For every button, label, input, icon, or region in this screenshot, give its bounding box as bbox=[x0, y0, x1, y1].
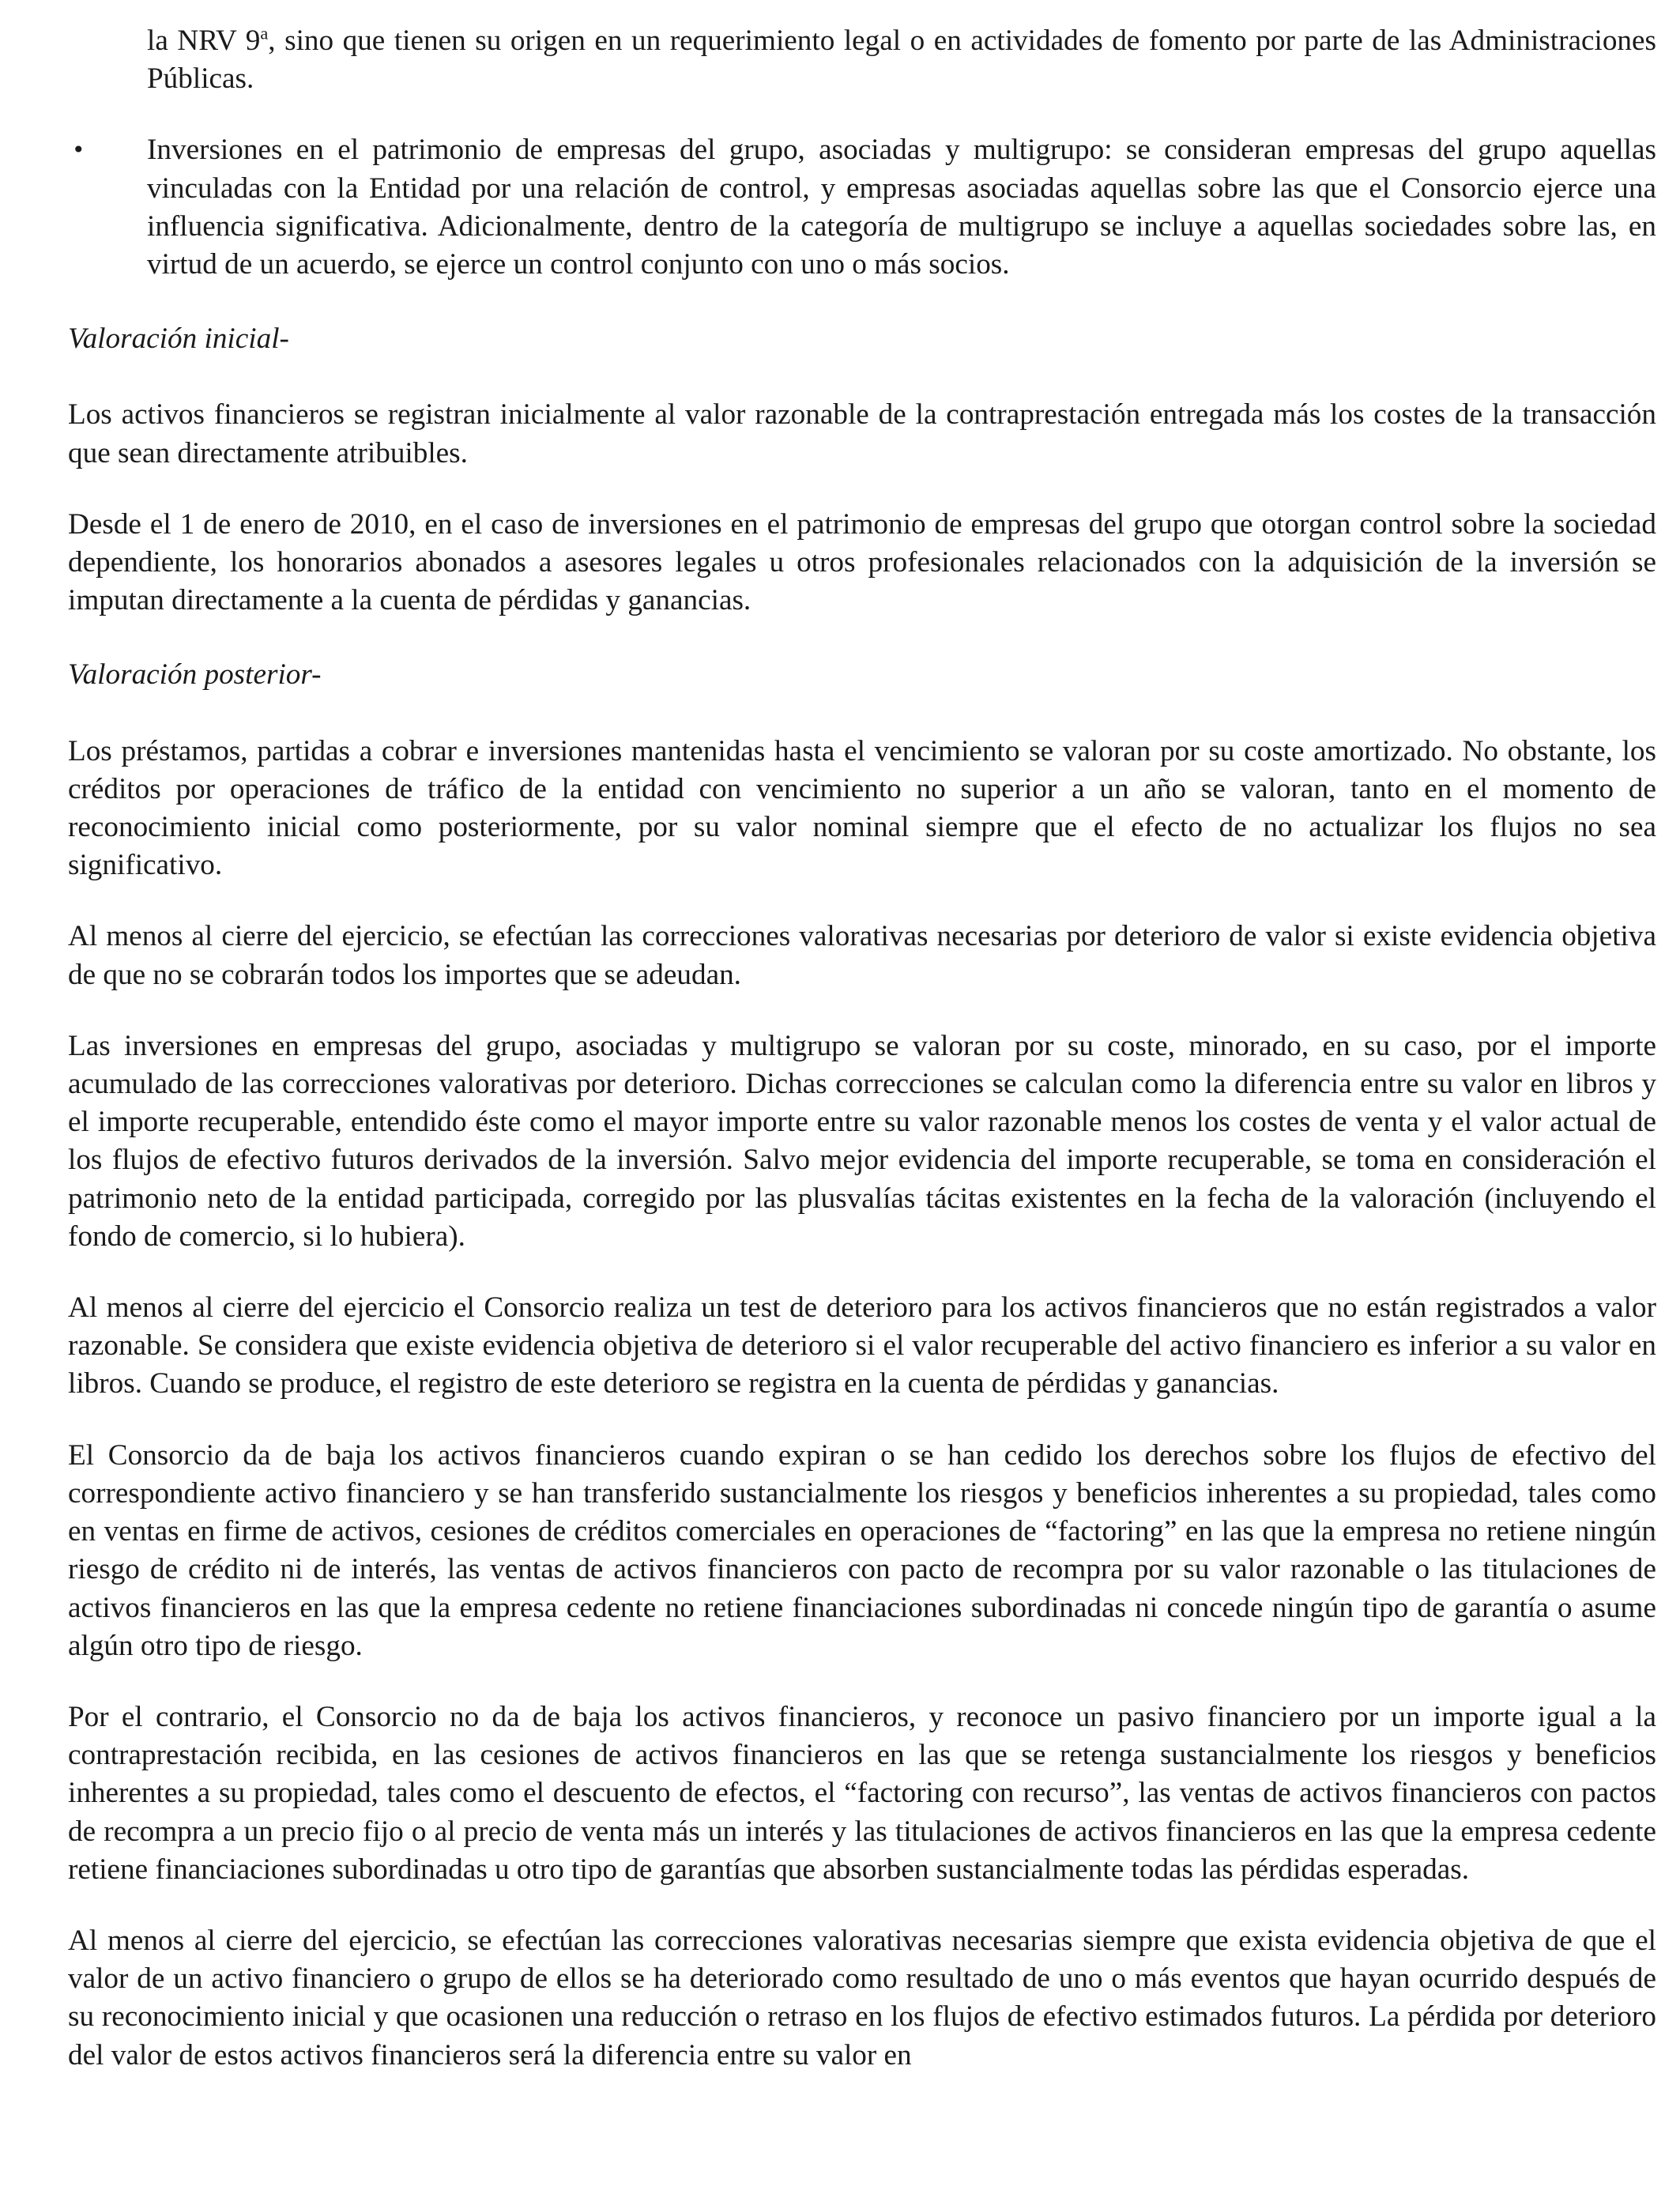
paragraph: Desde el 1 de enero de 2010, en el caso de inversiones en el patrimonio de empresas del grupo que otorgan control sobre la sociedad dependiente, los honorarios abonados a asesores legales u otros profesionales relacionados con la adquisición de la inversión se imputan directamente a la cuenta de pérdidas y ganancias. bbox=[68, 507, 1656, 617]
paragraph: Al menos al cierre del ejercicio, se efectúan las correcciones valorativas necesarias por deterioro de valor si existe evidencia objetiva de que no se cobrarán todos los importes que se adeudan. bbox=[68, 920, 1656, 991]
bullet-text: Inversiones en el patrimonio de empresas del grupo, asociadas y multigrupo: se consideran empresas del grupo aquellas vinculadas con la Entidad por una relación de control, y empresas asociadas aquellas sobre las que el Consorcio ejerce una influencia significativa. Adicionalmente, dentro de la categoría de multigrupo se incluye a aquellas sociedades sobre las, en virtud de un acuerdo, se ejerce un control conjunto con uno o más socios. bbox=[147, 134, 1656, 281]
continuation-paragraph bbox=[147, 22, 1656, 98]
paragraph: Los préstamos, partidas a cobrar e inversiones mantenidas hasta el vencimiento se valoran por su coste amortizado. No obstante, los créditos por operaciones de tráfico de la entidad con vencimiento no superior a un año se valoran, tanto en el momento de reconocimiento inicial como posteriormente, por su valor nominal siempre que el efecto de no actualizar los flujos no sea significativo. bbox=[68, 734, 1656, 882]
paragraph: Los activos financieros se registran inicialmente al valor razonable de la contraprestación entregada más los costes de la transacción que sean directamente atribuibles. bbox=[68, 398, 1656, 469]
ordinal-superscript: a bbox=[260, 23, 269, 43]
paragraph: Al menos al cierre del ejercicio el Consorcio realiza un test de deterioro para los activos financieros que no están registrados a valor razonable. Se considera que existe evidencia objetiva de deterioro si el valor recuperable del activo financiero es inferior a su valor en libros. Cuando se produce, el registro de este deterioro se registra en la cuenta de pérdidas y ganancias. bbox=[68, 1291, 1656, 1400]
heading-valoracion-posterior: Valoración posterior- bbox=[68, 658, 322, 692]
paragraph: El Consorcio da de baja los activos financieros cuando expiran o se han cedido los derechos sobre los flujos de efectivo del correspondiente activo financiero y se han transferido sustancialmente los riesgos y beneficios inherentes a su propiedad, tales como en ventas en firme de activos, cesiones de créditos comerciales en operaciones de “factoring” en las que la empresa no retiene ningún riesgo de crédito ni de interés, las ventas de activos financieros con pacto de recompra por su valor razonable o las titulaciones de activos financieros en las que la empresa cedente no retiene financiaciones subordinadas ni concede ningún tipo de garantía o asume algún otro tipo de riesgo. bbox=[68, 1438, 1656, 1662]
continuation-text-end: , sino que tienen su origen en un requerimiento legal o en actividades de fomento por parte de las Administraciones Públicas. bbox=[147, 25, 1656, 96]
heading-valoracion-inicial: Valoración inicial- bbox=[68, 322, 289, 356]
paragraph: Las inversiones en empresas del grupo, asociadas y multigrupo se valoran por su coste, minorado, en su caso, por el importe acumulado de las correcciones valorativas por deterioro. Dichas correcciones se calculan como la diferencia entre su valor en libros y el importe recuperable, entendido éste como el mayor importe entre su valor razonable menos los costes de venta y el valor actual de los flujos de efectivo futuros derivados de la inversión. Salvo mejor evidencia del importe recuperable, se toma en consideración el patrimonio neto de la entidad participada, corregido por las plusvalías tácitas existentes en la fecha de la valoración (incluyendo el fondo de comercio, si lo hubiera). bbox=[68, 1029, 1656, 1253]
document-page bbox=[68, 22, 1656, 2075]
bullet-icon: • bbox=[72, 137, 85, 164]
paragraph: Por el contrario, el Consorcio no da de baja los activos financieros, y reconoce un pasivo financiero por un importe igual a la contraprestación recibida, en las cesiones de activos financieros en las que se retenga sustancialmente los riesgos y beneficios inherentes a su propiedad, tales como el descuento de efectos, el “factoring con recurso”, las ventas de activos financieros con pactos de recompra a un precio fijo o al precio de venta más un interés y las titulaciones de activos financieros en las que la empresa cedente retiene financiaciones subordinadas u otro tipo de garantías que absorben sustancialmente todas las pérdidas esperadas. bbox=[68, 1700, 1656, 1886]
bullet-list-item bbox=[72, 131, 1656, 284]
paragraph: Al menos al cierre del ejercicio, se efectúan las correcciones valorativas necesarias siempre que exista evidencia objetiva de que el valor de un activo financiero o grupo de ellos se ha deteriorado como resultado de uno o más eventos que hayan ocurrido después de su reconocimiento inicial y que ocasionen una reducción o retraso en los flujos de efectivo estimados futuros. La pérdida por deterioro del valor de estos activos financieros será la diferencia entre su valor en bbox=[68, 1924, 1656, 2071]
continuation-text-start: la NRV 9 bbox=[147, 25, 261, 57]
